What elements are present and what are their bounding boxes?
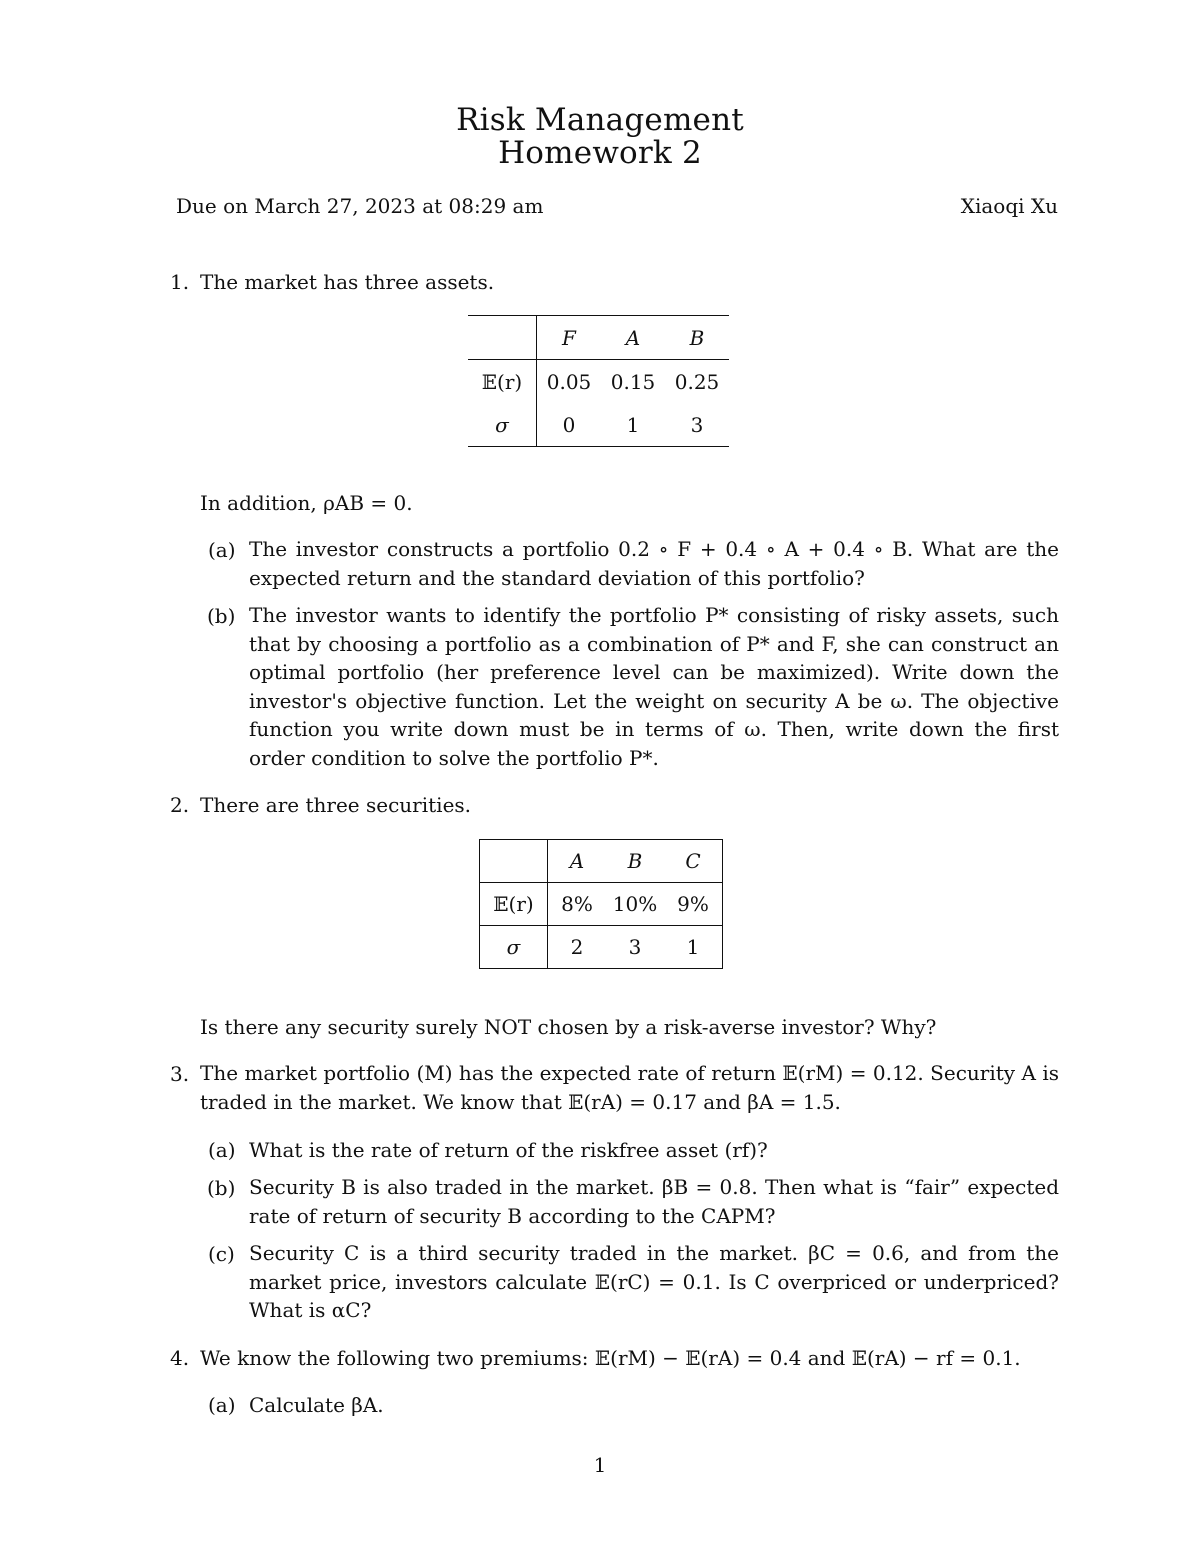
table-header-cell: A	[601, 316, 665, 360]
question-4-number: 4.	[170, 1346, 190, 1370]
q4a-text: Calculate βA.	[249, 1393, 384, 1417]
question-1-intro: The market has three assets.	[200, 270, 495, 294]
table-row	[480, 883, 723, 926]
table-cell: 1	[664, 926, 723, 969]
securities-table	[479, 839, 723, 969]
table-header-row	[468, 316, 729, 360]
title-line-2: Homework 2	[498, 135, 702, 171]
table-corner-cell	[480, 840, 548, 883]
question-2-number: 2.	[170, 793, 190, 817]
table-cell: 3	[606, 926, 664, 969]
table-header-cell: B	[606, 840, 664, 883]
q1a-text: The investor constructs a portfolio 0.2 ∘ F + 0.4 ∘ A + 0.4 ∘ B. What are the expected return and the standard deviation of this portfolio?	[249, 537, 1059, 590]
table-cell: 8%	[561, 892, 593, 916]
table-header-cell: F	[537, 316, 602, 360]
correlation-note: In addition, ρAB = 0.	[200, 491, 413, 515]
question-2-text: Is there any security surely NOT chosen by a risk-averse investor? Why?	[200, 1015, 937, 1039]
table-header-cell: A	[548, 840, 607, 883]
q4a-label: (a)	[208, 1393, 236, 1417]
q1a-label: (a)	[208, 538, 236, 562]
question-4-intro: We know the following two premiums: 𝔼(rM) − 𝔼(rA) = 0.4 and 𝔼(rA) − rf = 0.1.	[200, 1346, 1021, 1370]
table-cell: 2	[548, 926, 607, 969]
q1b-label: (b)	[207, 604, 236, 628]
question-1-number: 1.	[170, 270, 190, 294]
row-label: 𝔼(r)	[468, 360, 537, 404]
q3b-text: Security B is also traded in the market. βB = 0.8. Then what is “fair” expected rate of return of security B according to the CAPM?	[249, 1175, 1059, 1228]
table-cell: 1	[601, 403, 665, 447]
q1b-text: The investor wants to identify the portfolio P* consisting of risky assets, such that by choosing a portfolio as a combination of P* and F, she can construct an optimal portfolio (her preference level can be maximized). Write down the investor's objective function. Let the weight on security A be ω. The objective function you write down must be in terms of ω. Then, write down the first order condition to solve the portfolio P*.	[249, 603, 1059, 770]
table-cell: 0.05	[546, 369, 592, 394]
due-date: Due on March 27, 2023 at 08:29 am	[176, 194, 544, 218]
table-cell: 3	[665, 403, 729, 447]
table-cell: 0.25	[674, 369, 720, 394]
author-name: Xiaoqi Xu	[960, 194, 1058, 218]
table-header-cell: B	[665, 316, 729, 360]
question-2-intro: There are three securities.	[200, 793, 472, 817]
table-header-row	[480, 840, 723, 883]
table-header-cell: C	[664, 840, 723, 883]
page-number: 1	[593, 1453, 607, 1477]
title-line-1: Risk Management	[456, 102, 744, 138]
question-3-intro: The market portfolio (M) has the expected rate of return 𝔼(rM) = 0.12. Security A is traded in the market. We know that 𝔼(rA) = 0.17 and βA = 1.5.	[200, 1061, 1059, 1114]
assets-table	[468, 315, 729, 447]
table-corner-cell	[468, 316, 537, 360]
question-3-number: 3.	[170, 1062, 190, 1086]
q3c-label: (c)	[208, 1242, 235, 1266]
q3a-label: (a)	[208, 1138, 236, 1162]
table-row	[468, 403, 729, 447]
table-cell: 0	[537, 403, 602, 447]
q3b-label: (b)	[207, 1176, 236, 1200]
q3a-text: What is the rate of return of the riskfree asset (rf)?	[249, 1138, 768, 1162]
table-row	[480, 926, 723, 969]
table-row	[468, 360, 729, 404]
table-cell: 0.15	[610, 369, 656, 394]
table-cell: 9%	[664, 883, 723, 926]
q3c-text: Security C is a third security traded in the market. βC = 0.6, and from the market price, investors calculate 𝔼(rC) = 0.1. Is C overpriced or underpriced? What is αC?	[249, 1241, 1059, 1323]
row-label: 𝔼(r)	[480, 883, 548, 926]
row-label: σ	[480, 926, 548, 969]
row-label: σ	[468, 403, 537, 447]
table-cell: 10%	[612, 892, 658, 916]
